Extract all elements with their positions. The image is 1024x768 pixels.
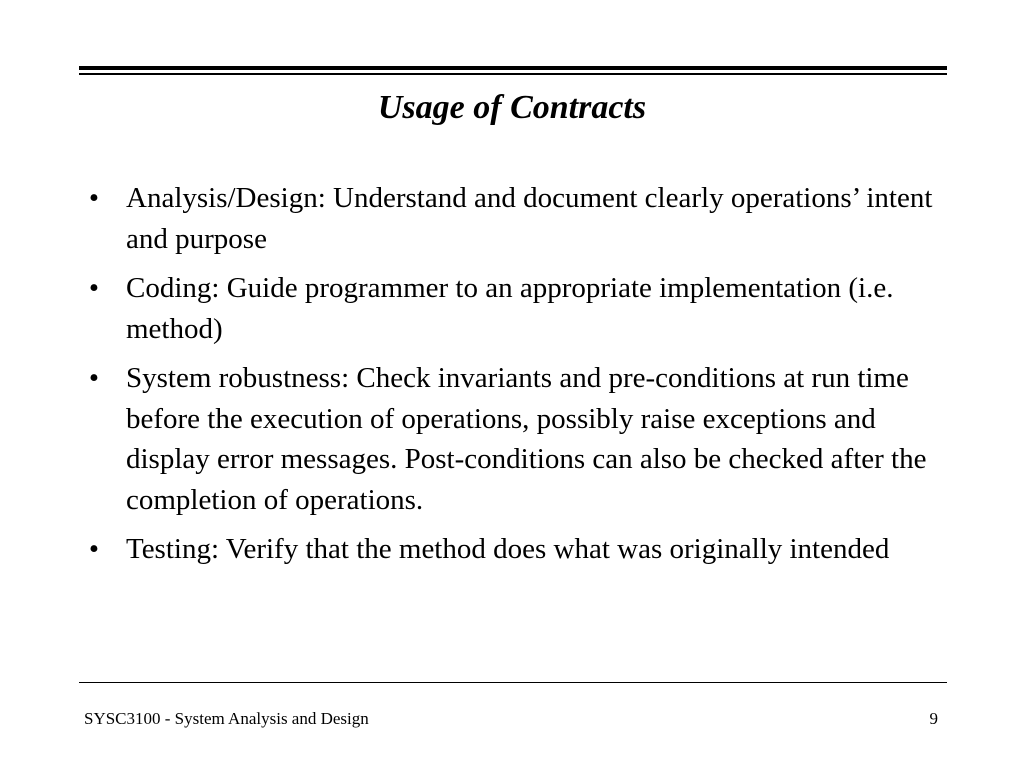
bullet-marker: • [88, 182, 100, 214]
bullet-text: Coding: Guide programmer to an appropriate implementation (i.e. method) [126, 272, 894, 345]
bullet-marker: • [88, 272, 100, 304]
footer-course-title: SYSC3100 - System Analysis and Design [84, 709, 369, 728]
bullet-item [84, 268, 954, 349]
bullet-marker: • [88, 362, 100, 394]
bullet-text: Analysis/Design: Understand and document clearly operations’ intent and purpose [126, 182, 933, 255]
bullet-text: Testing: Verify that the method does what was originally intended [126, 533, 890, 565]
bullet-text: System robustness: Check invariants and pre-conditions at run time before the execution of operations, possibly raise exceptions and display error messages. Post-conditions can also be checked after the completion of operations. [126, 362, 927, 516]
header-rule-thin [79, 73, 947, 75]
bullet-item [84, 358, 954, 520]
bullet-marker: • [88, 533, 100, 565]
bullet-item [84, 178, 954, 259]
header-rule-thick [79, 66, 947, 70]
slide-title: Usage of Contracts [377, 89, 647, 126]
footer-rule [79, 682, 947, 683]
bullet-list [84, 178, 954, 579]
bullet-item [84, 529, 954, 570]
footer-page-number: 9 [929, 709, 938, 728]
